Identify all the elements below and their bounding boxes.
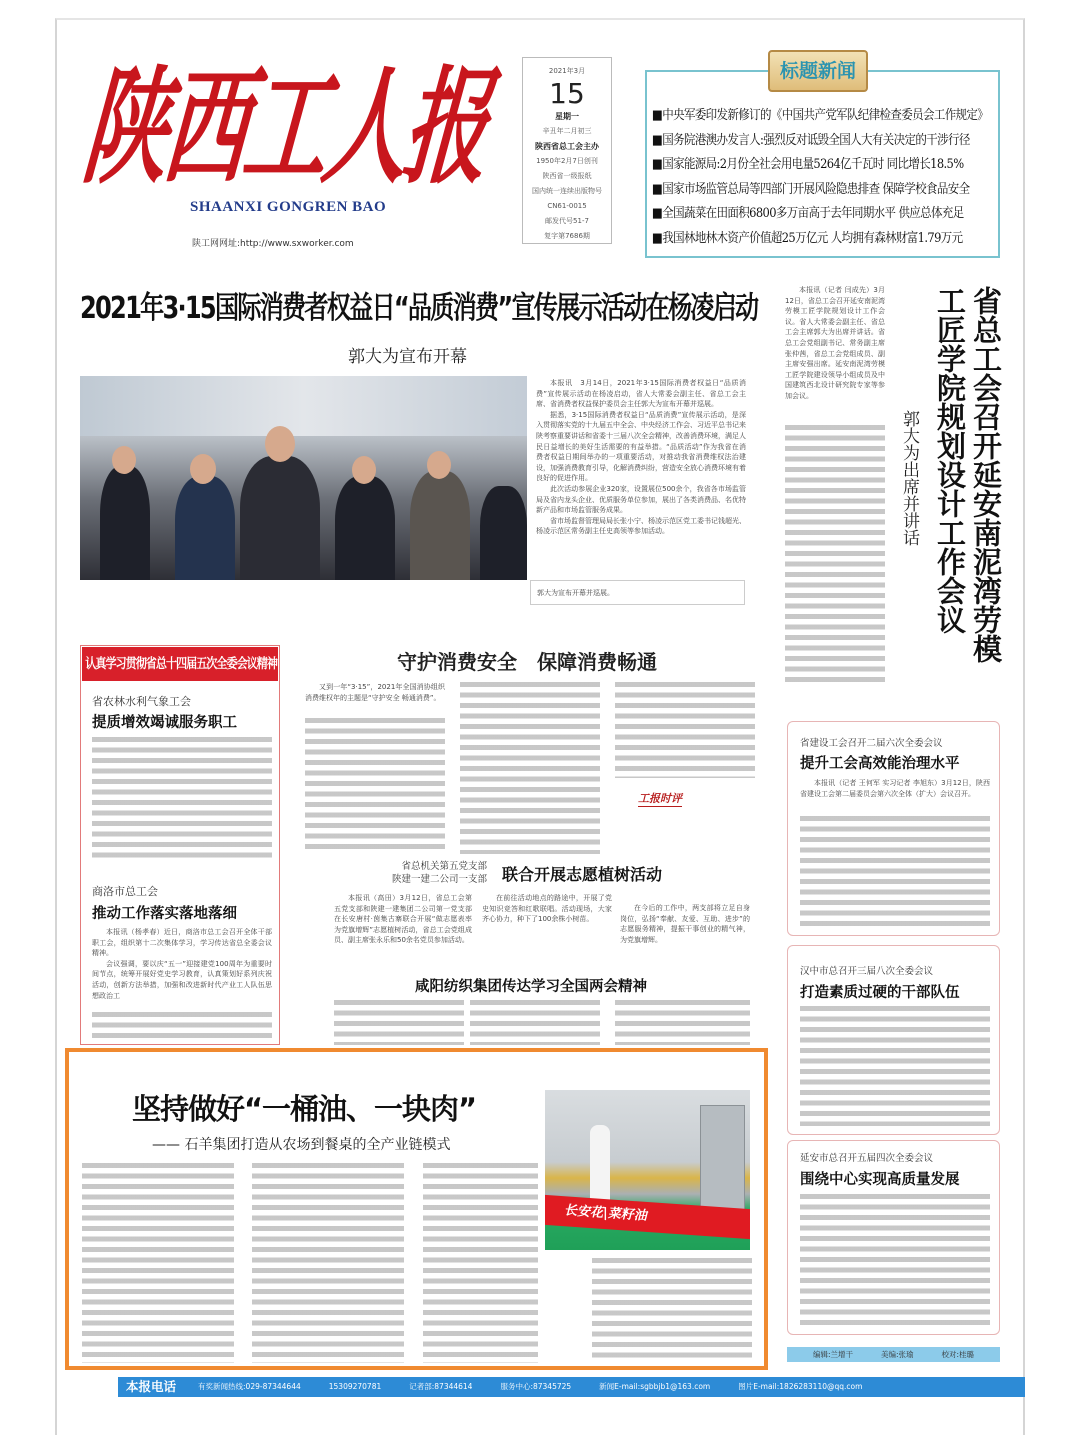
reporter-dept: 记者部:87344614 bbox=[409, 1382, 473, 1391]
study-item-title[interactable]: 推动工作落实落地落细 bbox=[92, 906, 237, 922]
feature-body bbox=[423, 1163, 538, 1363]
lead-body: 本报讯 3月14日，2021年3·15国际消费者权益日“品质消费”宣传展示活动在杨凌启动，省人大常委会副主任、省总工会主席、省消费者权益保护委员会主任郭大为宣布开幕并巡展。 据悉，3·15国际消费者权益日“品质消费”宣传展示活动，是深入贯彻落实党的十九届五中全会、中央经济工作会、习近平总书记来陕考察重要讲话和省委十三届八次全会精神，改善消费环境，满足人民日益增长的美好生活需要的有益举措。“品质活动”作为我省在消费者权益日期间举办的一项重要活动，对推动我省消费维权法治建设，加强消费教育引导，化解消费纠纷，营造安全放心消费环境有着良好的促进作用。 此次活动参展企业320家，设置展位500余个，我省各市场监管局及省内龙头企业、优质服务单位参加，展出了各类消费品、名优特新产品和市场监管服务成果。 省市场监督管理局局长张小宁、杨凌示范区党工委书记钱超光、杨凌示范区常务副主任史高领等参加活动。 bbox=[536, 379, 746, 536]
commentary-lead: 又到一年“3·15”，2021年全国消协组织消费维权年的主题是“守护安全 畅通消费”。 bbox=[305, 683, 445, 702]
study-box-header: 认真学习贯彻省总十四届五次全委会议精神 bbox=[82, 647, 278, 681]
right-story-subhead: 郭大为出席并讲话 bbox=[899, 410, 919, 546]
right-story-body bbox=[785, 425, 885, 685]
study-item-body-more bbox=[92, 1012, 272, 1040]
side-item-title[interactable]: 围绕中心实现高质量发展 bbox=[800, 1172, 960, 1188]
issue-number: 复字第7686期 bbox=[544, 232, 590, 240]
commentary-body bbox=[460, 682, 600, 854]
side-item-body bbox=[800, 816, 990, 930]
feature-body bbox=[82, 1163, 234, 1363]
right-story-headline[interactable]: 省总工会召开延安南泥湾劳模工匠学院规划设计工作会议 bbox=[933, 286, 1003, 663]
lead-photo bbox=[80, 376, 527, 580]
right-story-lead: 本报讯（记者 闫成先）3月12日，省总工会召开延安南泥湾劳模工匠学院规划设计工作会议。省人大常委会副主任、省总工会主席郭大为出席并讲话。省总工会党组副书记、常务副主席张仲茜，省总工会党组成员、副主席安强出席。延安南泥湾劳模工匠学院建设领导小组成员及中国建筑西北设计研究院专家等参加会议。 bbox=[785, 286, 885, 400]
volunteer-kicker: 省总机关第五党支部 陕建一建二公司一支部 bbox=[392, 861, 488, 885]
xianyang-headline[interactable]: 咸阳纺织集团传达学习全国两会精神 bbox=[415, 979, 647, 995]
cn-number: CN61-0015 bbox=[547, 202, 587, 210]
xianyang-body bbox=[615, 1000, 750, 1045]
xianyang-body bbox=[470, 1000, 600, 1045]
lead-headline[interactable]: 2021年3·15国际消费者权益日“品质消费”宣传展示活动在杨凌启动 bbox=[80, 291, 758, 326]
study-item-body: 本报讯（杨孝春）近日，商洛市总工会召开全体干部职工会，组织第十二次集体学习，学习传达省总全委会议精神。 会议强调，要以庆“五一”迎接建党100周年为重要时间节点，统筹开展好党史学习教育，认真策划好系列庆祝活动，创新方法举措，加强和改进新时代产业工人队伍思想政治工 bbox=[92, 928, 272, 1000]
date-box bbox=[522, 57, 612, 244]
commentary-headline[interactable]: 守护消费安全 保障消费畅通 bbox=[397, 650, 657, 674]
study-item-body bbox=[92, 737, 272, 861]
year-month: 2021年3月 bbox=[548, 67, 586, 75]
side-item-kicker: 延安市总召开五届四次全委会议 bbox=[800, 1153, 934, 1164]
side-item-kicker: 汉中市总召开三届八次全委会议 bbox=[800, 966, 934, 977]
side-item-body bbox=[800, 1194, 990, 1329]
volunteer-body: 在今后的工作中，两支部将立足自身岗位，弘扬“奉献、友爱、互助、进步”的志愿服务精神，提振干事创业的精气神，为党旗增辉。 bbox=[620, 904, 750, 944]
founded: 1950年2月7日创刊 bbox=[536, 157, 598, 165]
side-item-lead: 本报讯（记者 王何军 实习记者 李旭东）3月12日，陕西省建设工会第二届委员会第六次全体（扩大）会议召开。 bbox=[800, 779, 990, 798]
hotline: 有奖新闻热线:029-87344644 bbox=[198, 1382, 301, 1391]
volunteer-body: 本报讯（高田）3月12日，省总工会第五党支部和陕建一建集团二公司第一党支部在长安唐村·茵集古寨联合开展“做志愿表率 为党旗增辉”志愿植树活动，省总工会党组成员、副主席张永乐和50余名党员参加活动。 bbox=[334, 894, 479, 945]
study-item-kicker: 省农林水利气象工会 bbox=[92, 695, 191, 708]
study-item-kicker: 商洛市总工会 bbox=[92, 885, 158, 898]
website-url[interactable]: 陕工网网址:http://www.sxworker.com bbox=[192, 239, 354, 249]
photo-caption: 郭大为宣布开幕并巡展。 bbox=[530, 580, 745, 605]
editor: 编辑:兰增干 bbox=[812, 1350, 854, 1359]
commentary-logo: 工报时评 bbox=[638, 792, 682, 805]
news-item[interactable]: ■全国蔬菜在田面积6800多万亩高于去年同期水平 供应总体充足 bbox=[652, 206, 964, 222]
designer: 美编:张瑜 bbox=[880, 1350, 914, 1359]
news-item[interactable]: ■国家能源局:2月份全社会用电量5264亿千瓦时 同比增长18.5% bbox=[652, 157, 964, 173]
cn-label: 国内统一连续出版物号 bbox=[532, 187, 602, 195]
news-email[interactable]: 新闻E-mail:sgbbjb1@163.com bbox=[599, 1382, 711, 1391]
commentary-body bbox=[615, 682, 755, 778]
headline-news-banner: 标题新闻 bbox=[768, 50, 868, 92]
feature-body bbox=[252, 1163, 404, 1363]
sponsor: 陕西省总工会主办 bbox=[535, 142, 599, 151]
day: 15 bbox=[549, 77, 585, 110]
footer-contact-bar bbox=[118, 1377, 1025, 1397]
grade: 陕西省一级报纸 bbox=[542, 172, 592, 180]
masthead-logo: 陕西工人报 bbox=[77, 52, 493, 201]
side-item-kicker: 省建设工会召开二届六次全委会议 bbox=[800, 738, 943, 749]
credits-bar bbox=[787, 1347, 1000, 1362]
side-item-title[interactable]: 打造素质过硬的干部队伍 bbox=[800, 985, 960, 1001]
commentary-body bbox=[305, 718, 445, 854]
xianyang-body bbox=[334, 1000, 464, 1045]
feature-photo bbox=[545, 1090, 750, 1250]
feature-subhead: —— 石羊集团打造从农场到餐桌的全产业链模式 bbox=[152, 1137, 451, 1153]
news-item[interactable]: ■国务院港澳办发言人:强烈反对诋毁全国人大有关决定的干涉行径 bbox=[652, 132, 970, 148]
lead-subhead: 郭大为宣布开幕 bbox=[348, 347, 467, 367]
feature-headline[interactable]: 坚持做好“一桶油、一块肉” bbox=[132, 1092, 477, 1126]
footer-title: 本报电话 bbox=[126, 1379, 177, 1394]
news-item[interactable]: ■我国林地林木资产价值超25万亿元 人均拥有森林财富1.79万元 bbox=[652, 230, 963, 246]
weekday: 星期一 bbox=[555, 112, 579, 121]
volunteer-headline[interactable]: 联合开展志愿植树活动 bbox=[502, 865, 663, 884]
news-item[interactable]: ■国家市场监管总局等四部门开展风险隐患排查 保障学校食品安全 bbox=[652, 181, 970, 197]
postal-code: 邮发代号51-7 bbox=[545, 217, 589, 225]
volunteer-body: 在前往活动地点的路途中，开展了党史知识竞答和红歌联唱。活动现场，大家齐心协力，种下了100余株小树苗。 bbox=[482, 894, 612, 924]
photo-email[interactable]: 图片E-mail:1826283110@qq.com bbox=[738, 1382, 863, 1391]
service-center: 服务中心:87345725 bbox=[500, 1382, 572, 1391]
side-item-body bbox=[800, 1006, 990, 1126]
proofreader: 校对:桂璐 bbox=[941, 1350, 975, 1359]
headline-news-list bbox=[652, 104, 989, 252]
masthead-pinyin: SHAANXI GONGREN BAO bbox=[190, 199, 387, 215]
mobile: 15309270781 bbox=[328, 1382, 382, 1391]
photo-sign: 长安花|菜籽油 bbox=[545, 1194, 750, 1239]
news-item[interactable]: ■中央军委印发新修订的《中国共产党军队纪律检查委员会工作规定》 bbox=[652, 108, 989, 123]
side-item-title[interactable]: 提升工会高效能治理水平 bbox=[800, 756, 960, 772]
feature-body bbox=[592, 1258, 752, 1363]
lunar-date: 辛丑年二月初三 bbox=[542, 127, 592, 135]
study-item-title[interactable]: 提质增效竭诚服务职工 bbox=[92, 715, 237, 731]
